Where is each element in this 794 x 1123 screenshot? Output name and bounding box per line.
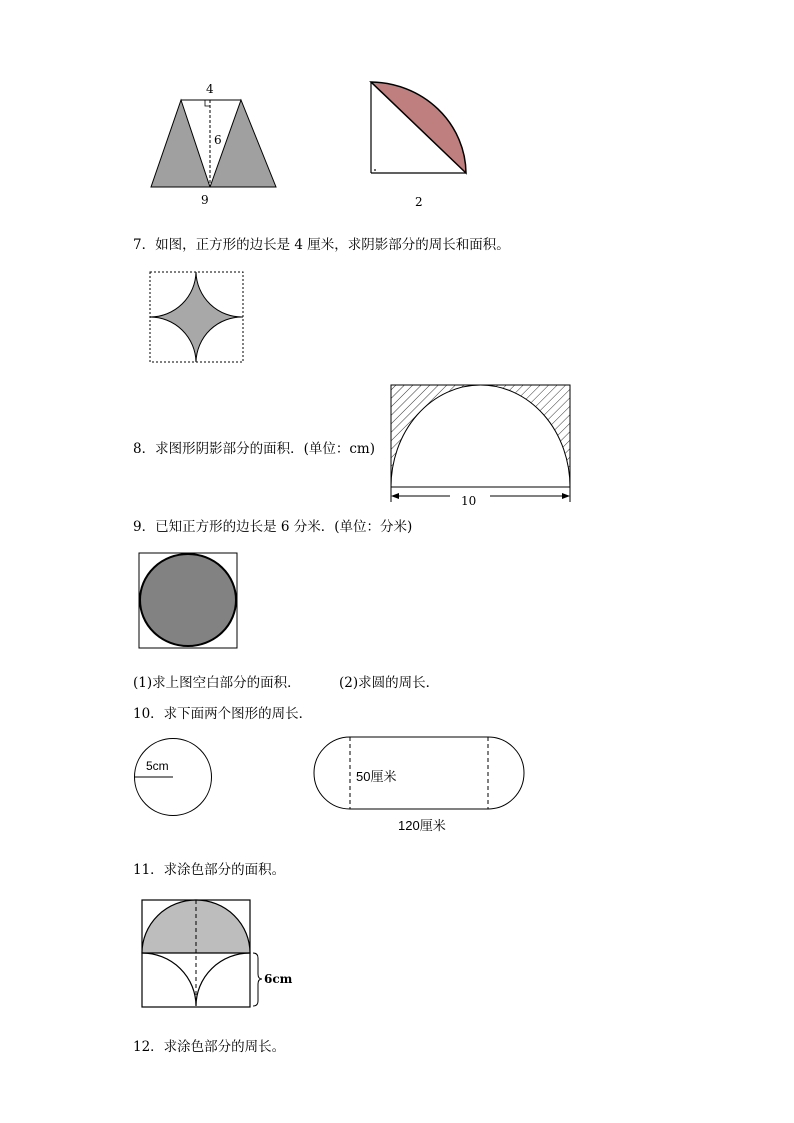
question-9-sub2: (2)求圆的周长． bbox=[339, 675, 440, 691]
q10-height-label: 50厘米 bbox=[356, 769, 397, 784]
question-11: 11．求涂色部分的面积。 bbox=[133, 862, 286, 878]
trapezoid-height-label: 6 bbox=[214, 133, 222, 147]
question-9: 9．已知正方形的边长是 6 分米．(单位：分米) bbox=[133, 519, 413, 535]
question-12: 12．求涂色部分的周长。 bbox=[133, 1039, 286, 1055]
q10-radius-label: 5cm bbox=[146, 759, 169, 773]
trapezoid-bottom-label: 9 bbox=[201, 193, 209, 207]
trapezoid-top-label: 4 bbox=[206, 82, 214, 96]
quarter-circle-bottom-label: 2 bbox=[415, 195, 423, 209]
q10-length-label: 120厘米 bbox=[398, 818, 446, 833]
question-8: 8．求图形阴影部分的面积．(单位：cm) bbox=[133, 441, 375, 457]
question-9-sub1: (1)求上图空白部分的面积． bbox=[133, 675, 301, 691]
q8-width-label: 10 bbox=[461, 494, 477, 508]
q11-side-label: 6cm bbox=[264, 972, 293, 986]
question-10: 10．求下面两个图形的周长． bbox=[133, 706, 313, 722]
question-7: 7．如图，正方形的边长是 4 厘米，求阴影部分的周长和面积。 bbox=[133, 237, 510, 253]
